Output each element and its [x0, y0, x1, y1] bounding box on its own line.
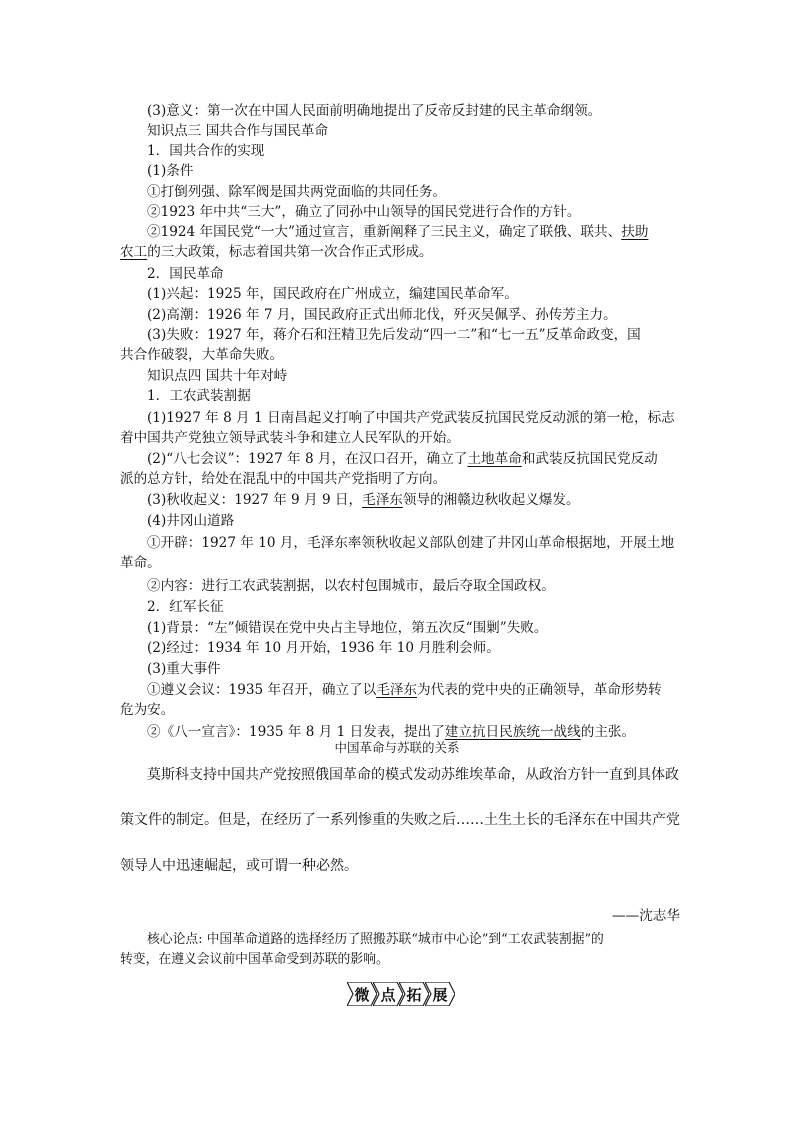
note-text: 1．国共合作的实现 — [147, 143, 265, 159]
underlined-keyword: 扶助 — [621, 224, 649, 240]
note-line — [120, 428, 680, 448]
note-text: (1)条件 — [147, 163, 194, 179]
note-text: ①打倒列强、除军阀是国共两党面临的共同任务。 — [147, 184, 447, 200]
section-badge — [347, 979, 451, 1009]
note-line — [147, 680, 707, 700]
note-text: 危为安。 — [120, 702, 175, 718]
underlined-keyword: 建立抗日民族统一战线 — [444, 724, 581, 740]
note-text: (2)“八七会议”：1927 年 8 月，在汉口召开，确立了 — [147, 451, 468, 467]
note-line — [120, 242, 680, 262]
note-text: 革命。 — [120, 555, 161, 571]
core-argument-line-2: 转变，在遵义会议前中国革命受到苏联的影响。 — [120, 952, 389, 967]
note-text: (2)经过：1934 年 10 月开始，1936 年 10 月胜利会师。 — [147, 640, 500, 656]
note-text: (1)兴起：1925 年，国民政府在广州成立，编建国民革命军。 — [147, 286, 518, 302]
note-text: (3)失败：1927 年，蒋介石和汪精卫先后发动“四一二”和“七一五”反革命政变，国 — [147, 327, 641, 343]
note-text: (4)井冈山道路 — [147, 513, 235, 529]
note-text: 派的总方针，给处在混乱中的中国共产党指明了方向。 — [120, 471, 447, 487]
note-line — [120, 553, 680, 573]
note-text: 知识点四 国共十年对峙 — [147, 368, 288, 384]
note-line — [147, 182, 707, 202]
reading-paragraph-line-2: 策文件的制定。但是，在经历了一系列惨重的失败之后……土生土长的毛泽东在中国共产党 — [120, 812, 680, 828]
note-line — [147, 284, 707, 304]
note-line — [147, 597, 707, 617]
note-line — [147, 638, 707, 658]
note-text: ①遵义会议：1935 年召开，确立了以 — [147, 682, 377, 698]
note-line — [147, 141, 707, 161]
note-text: (3)意义：第一次在中国人民面前明确地提出了反帝反封建的民主革命纲领。 — [147, 103, 602, 119]
note-line — [147, 264, 707, 284]
note-text: 着中国共产党独立领导武装斗争和建立人民军队的开始。 — [120, 430, 460, 446]
badge-segment — [425, 982, 455, 1006]
badge-char-1: 微 — [354, 985, 370, 1004]
badge-char-3: 拓 — [406, 985, 422, 1004]
note-text: (2)高潮：1926 年 7 月，国民政府正式出师北伐，歼灭吴佩孚、孙传芳主力。 — [147, 307, 617, 323]
note-line — [147, 490, 707, 510]
note-line — [147, 511, 707, 531]
note-line — [147, 408, 707, 428]
reading-title: 中国革命与苏联的关系 — [334, 740, 460, 755]
note-text: (1)背景：“左”倾错误在党中央占主导地位，第五次反“围剿”失败。 — [147, 620, 548, 636]
note-line — [147, 533, 707, 553]
note-text: 共合作破裂，大革命失败。 — [120, 347, 284, 363]
note-text: 1．工农武装割据 — [147, 388, 251, 404]
note-text: ②内容：进行工农武装割据，以农村包围城市，最后夺取全国政权。 — [147, 578, 555, 594]
note-line — [147, 325, 707, 345]
note-text: (3)秋收起义：1927 年 9 月 9 日， — [147, 492, 363, 508]
note-line — [147, 659, 707, 679]
note-line — [147, 202, 707, 222]
underlined-keyword: 土地革命 — [467, 451, 522, 467]
note-line — [147, 618, 707, 638]
note-text: 2．国民革命 — [147, 266, 224, 282]
note-text: ②1924 年国民党“一大”通过宣言，重新阐释了三民主义，确定了联俄、联共、 — [147, 224, 622, 240]
note-text: 知识点三 国共合作与国民革命 — [147, 123, 329, 139]
underlined-keyword: 农工 — [120, 244, 148, 260]
note-text: 为代表的党中央的正确领导，革命形势转 — [417, 682, 662, 698]
note-line — [147, 121, 707, 141]
note-text: 的主张。 — [580, 724, 636, 740]
note-text: 领导的湘赣边秋收起义爆发。 — [402, 492, 580, 508]
badge-char-4: 展 — [432, 985, 448, 1004]
note-text: ②1923 年中共“三大”，确立了同孙中山领导的国民党进行合作的方针。 — [147, 204, 581, 220]
note-line — [147, 576, 707, 596]
note-text: (3)重大事件 — [147, 661, 221, 677]
note-line — [120, 469, 680, 489]
note-line — [147, 386, 707, 406]
note-text: 的三大政策，标志着国共第一次合作正式形成。 — [147, 244, 433, 260]
note-line — [147, 449, 707, 469]
note-line — [147, 222, 707, 242]
underlined-keyword: 毛泽东 — [362, 492, 403, 508]
badge-char-2: 点 — [380, 985, 396, 1004]
reading-author: ——沈志华 — [612, 908, 680, 924]
reading-paragraph-line-1: 莫斯科支持中国共产党按照俄国革命的模式发动苏维埃革命，从政治方针一直到具体政 — [147, 767, 679, 783]
reading-paragraph-line-3: 领导人中迅速崛起，或可谓一种必然。 — [120, 858, 358, 874]
note-text: ①开辟：1927 年 10 月，毛泽东率领秋收起义部队创建了井冈山革命根据地，开展土地 — [147, 535, 675, 551]
note-text: ②《八一宣言》：1935 年 8 月 1 日发表，提出了 — [147, 724, 445, 740]
core-argument-line-1: 核心论点: 中国革命道路的选择经历了照搬苏联“城市中心论”到“工农武装割据”的 — [147, 932, 604, 947]
note-line — [147, 366, 707, 386]
note-text: 2．红军长征 — [147, 599, 224, 615]
note-line — [120, 700, 680, 720]
note-line — [147, 305, 707, 325]
note-line — [120, 345, 680, 365]
note-text: (1)1927 年 8 月 1 日南昌起义打响了中国共产党武装反抗国民党反动派的第一枪，标志 — [147, 410, 675, 426]
note-text: 和武装反抗国民党反动 — [521, 451, 658, 467]
note-line — [147, 101, 707, 121]
underlined-keyword: 毛泽东 — [376, 682, 418, 698]
note-line — [147, 161, 707, 181]
